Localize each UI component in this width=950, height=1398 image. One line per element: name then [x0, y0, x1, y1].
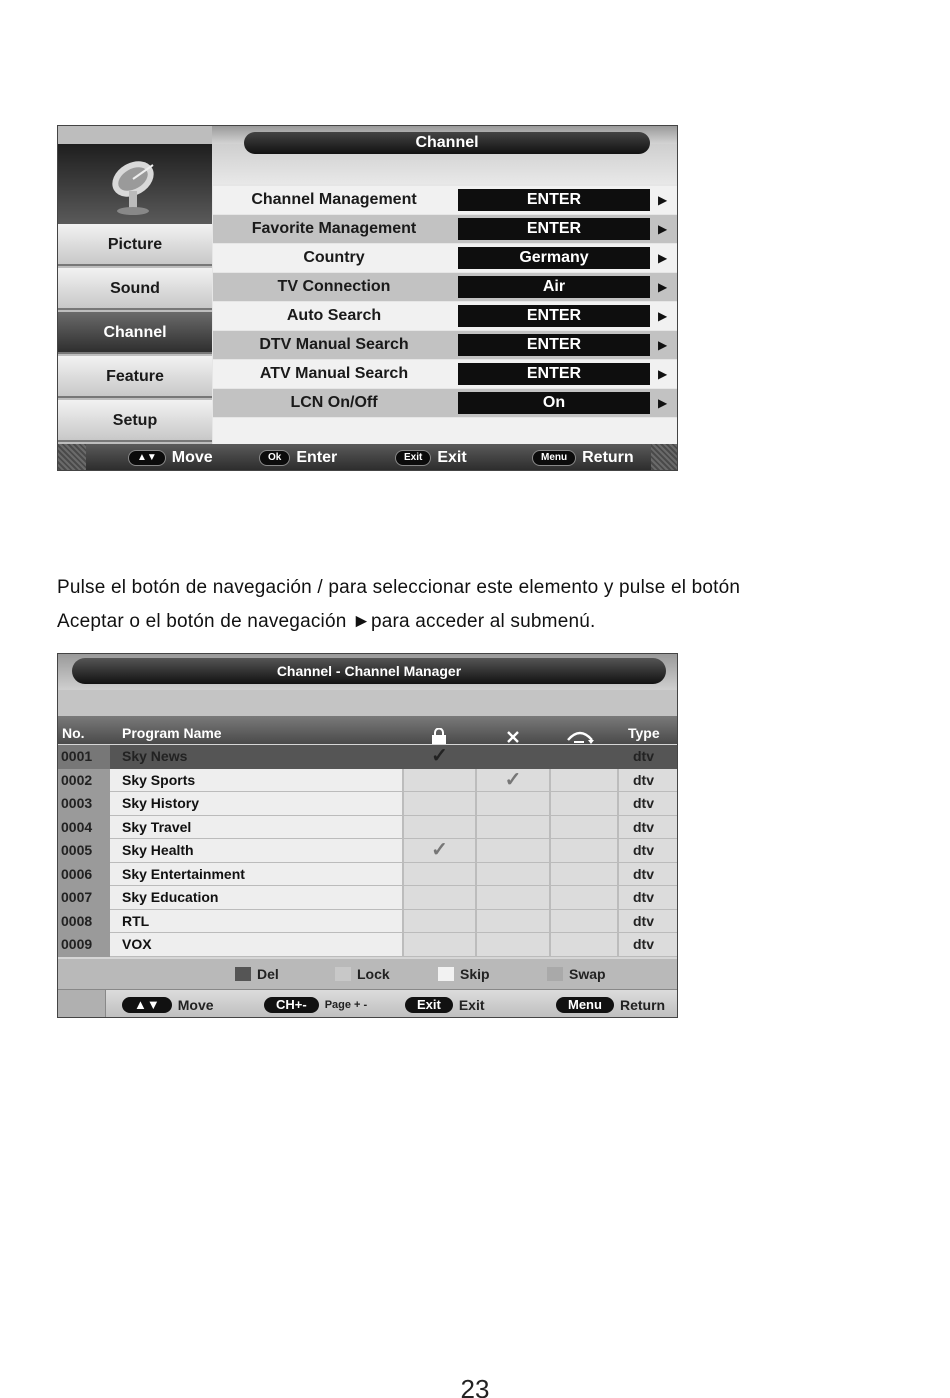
row-number: 0008 — [58, 910, 110, 934]
del-cell[interactable] — [475, 792, 549, 816]
color-legend — [58, 959, 678, 989]
col-header-type: Type — [628, 725, 660, 741]
legend-swatch — [235, 967, 251, 981]
menu-item-dtv-manual-search[interactable] — [213, 331, 678, 359]
lock-cell[interactable]: ✓ — [402, 745, 475, 769]
menu-item-value: ENTER — [458, 363, 650, 385]
hint-exit — [395, 444, 467, 471]
hint-bar-corner — [58, 444, 86, 471]
lock-cell[interactable] — [402, 910, 475, 934]
hint-label: Return — [582, 449, 634, 466]
swap-cell[interactable] — [549, 769, 617, 793]
program-name: Sky News — [110, 745, 402, 769]
sidebar-item-sound[interactable]: Sound — [58, 268, 212, 310]
hint-label: Move — [177, 997, 214, 1013]
hint-return — [556, 990, 665, 1018]
menu-title: Channel — [244, 132, 650, 154]
table-header — [58, 716, 678, 744]
page-number: 23 — [460, 1374, 490, 1398]
del-cell[interactable] — [475, 886, 549, 910]
arrow-right-icon: ▶ — [658, 251, 668, 265]
program-name: Sky Health — [110, 839, 402, 863]
del-cell[interactable] — [475, 910, 549, 934]
sidebar-item-setup[interactable]: Setup — [58, 400, 212, 442]
type-cell: dtv — [617, 769, 678, 793]
menu-item-value: Air — [458, 276, 650, 298]
row-number: 0007 — [58, 886, 110, 910]
swap-cell[interactable] — [549, 910, 617, 934]
menu-item-label: Country — [303, 249, 365, 266]
lock-cell[interactable] — [402, 863, 475, 887]
arrow-right-icon: ▶ — [658, 280, 668, 294]
exit-key-icon: Exit — [395, 450, 431, 466]
legend-swatch — [547, 967, 563, 981]
menu-item-label: ATV Manual Search — [259, 365, 409, 382]
table-row[interactable] — [58, 792, 678, 816]
hint-bar — [58, 989, 678, 1018]
instruction-line-2: Aceptar o el botón de navegación ►para acceder al submenú. — [57, 611, 596, 632]
program-name: RTL — [110, 910, 402, 934]
swap-cell[interactable] — [549, 816, 617, 840]
manager-title: Channel - Channel Manager — [72, 658, 666, 684]
menu-item-favorite-management[interactable] — [213, 215, 678, 243]
type-cell: dtv — [617, 863, 678, 887]
row-number: 0009 — [58, 933, 110, 957]
type-cell: dtv — [617, 745, 678, 769]
del-cell[interactable] — [475, 745, 549, 769]
sidebar-item-feature[interactable]: Feature — [58, 356, 212, 398]
hint-enter — [259, 444, 337, 471]
menu-item-value: ENTER — [458, 334, 650, 356]
table-row[interactable] — [58, 910, 678, 934]
swap-cell[interactable] — [549, 933, 617, 957]
type-cell: dtv — [617, 886, 678, 910]
menu-item-channel-management[interactable] — [213, 186, 678, 214]
hint-bar — [58, 444, 678, 471]
hint-label: Page + - — [324, 999, 368, 1011]
menu-key-icon: Menu — [556, 997, 614, 1013]
legend-label: Swap — [569, 966, 606, 982]
swap-cell[interactable] — [549, 792, 617, 816]
arrow-right-icon: ▶ — [658, 309, 668, 323]
row-number: 0004 — [58, 816, 110, 840]
arrow-right-icon: ▶ — [658, 338, 668, 352]
hint-page — [264, 990, 367, 1018]
col-header-name: Program Name — [122, 725, 222, 741]
table-row[interactable] — [58, 769, 678, 793]
updown-key-icon: ▲▼ — [122, 997, 172, 1013]
menu-item-lcn-onoff[interactable] — [213, 389, 678, 417]
hint-label: Enter — [296, 449, 338, 466]
lock-cell[interactable]: ✓ — [402, 839, 475, 863]
table-row[interactable] — [58, 745, 678, 769]
sidebar-item-channel[interactable]: Channel — [58, 312, 212, 354]
updown-key-icon: ▲▼ — [128, 450, 166, 466]
program-name: Sky Sports — [110, 769, 402, 793]
table-row[interactable] — [58, 839, 678, 863]
menu-item-value: Germany — [458, 247, 650, 269]
menu-item-label: TV Connection — [277, 278, 391, 295]
ch-key-icon: CH+- — [264, 997, 319, 1013]
program-name: Sky History — [110, 792, 402, 816]
swap-cell[interactable] — [549, 863, 617, 887]
legend-swatch — [438, 967, 454, 981]
hint-move — [128, 444, 213, 471]
swap-cell[interactable] — [549, 839, 617, 863]
menu-item-label: DTV Manual Search — [259, 336, 409, 353]
menu-item-label: Channel Management — [251, 191, 417, 208]
menu-empty-row — [213, 418, 678, 444]
exit-key-icon: Exit — [405, 997, 453, 1013]
channel-manager-screen — [57, 653, 678, 1018]
hint-label: Exit — [458, 997, 485, 1013]
menu-item-label: Favorite Management — [251, 220, 417, 237]
hint-move — [122, 990, 214, 1018]
title-gap — [58, 690, 678, 716]
program-name: Sky Entertainment — [110, 863, 402, 887]
type-cell: dtv — [617, 792, 678, 816]
swap-cell[interactable] — [549, 745, 617, 769]
table-row[interactable] — [58, 886, 678, 910]
table-row[interactable] — [58, 933, 678, 957]
arrow-right-icon: ▶ — [658, 222, 668, 236]
menu-item-label: LCN On/Off — [290, 394, 378, 411]
hint-label: Move — [171, 449, 213, 466]
table-row[interactable] — [58, 863, 678, 887]
lock-cell[interactable] — [402, 816, 475, 840]
menu-item-tv-connection[interactable] — [213, 273, 678, 301]
hint-label: Return — [619, 997, 666, 1013]
type-cell: dtv — [617, 839, 678, 863]
hint-label: Exit — [437, 449, 467, 466]
legend-swap — [547, 959, 606, 989]
row-number: 0002 — [58, 769, 110, 793]
hint-bar-corner — [651, 444, 678, 471]
arrow-right-icon: ▶ — [658, 396, 668, 410]
type-cell: dtv — [617, 816, 678, 840]
menu-key-icon: Menu — [532, 450, 576, 466]
del-cell[interactable] — [475, 933, 549, 957]
lock-cell[interactable] — [402, 886, 475, 910]
ok-key-icon: Ok — [259, 450, 290, 466]
legend-lock — [335, 959, 390, 989]
menu-item-value: ENTER — [458, 189, 650, 211]
table-row[interactable] — [58, 816, 678, 840]
swap-cell[interactable] — [549, 886, 617, 910]
satellite-dish-icon — [58, 144, 212, 224]
hint-bar-corner — [58, 990, 106, 1018]
arrow-right-icon: ▶ — [658, 367, 668, 381]
menu-item-country[interactable] — [213, 244, 678, 272]
channel-menu-screen — [57, 125, 678, 471]
type-cell: dtv — [617, 910, 678, 934]
col-header-no: No. — [62, 725, 85, 741]
del-cell[interactable] — [475, 839, 549, 863]
menu-item-value: ENTER — [458, 218, 650, 240]
legend-swatch — [335, 967, 351, 981]
lock-cell[interactable] — [402, 933, 475, 957]
row-number: 0005 — [58, 839, 110, 863]
del-cell[interactable]: ✓ — [475, 769, 549, 793]
row-number: 0006 — [58, 863, 110, 887]
legend-del — [235, 959, 279, 989]
hint-exit — [405, 990, 485, 1018]
instruction-line-1: Pulse el botón de navegación / para seleccionar este elemento y pulse el botón — [57, 577, 741, 598]
type-cell: dtv — [617, 933, 678, 957]
del-cell[interactable] — [475, 816, 549, 840]
program-name: Sky Education — [110, 886, 402, 910]
menu-item-label: Auto Search — [286, 307, 382, 324]
row-number: 0001 — [58, 745, 110, 769]
legend-label: Lock — [357, 966, 390, 982]
menu-item-value: On — [458, 392, 650, 414]
del-cell[interactable] — [475, 863, 549, 887]
program-name: Sky Travel — [110, 816, 402, 840]
menu-item-atv-manual-search[interactable] — [213, 360, 678, 388]
arrow-right-icon: ▶ — [658, 193, 668, 207]
legend-label: Skip — [460, 966, 490, 982]
lock-cell[interactable] — [402, 769, 475, 793]
lock-cell[interactable] — [402, 792, 475, 816]
row-number: 0003 — [58, 792, 110, 816]
legend-label: Del — [257, 966, 279, 982]
sidebar-item-picture[interactable]: Picture — [58, 224, 212, 266]
menu-item-value: ENTER — [458, 305, 650, 327]
menu-item-auto-search[interactable] — [213, 302, 678, 330]
hint-return — [532, 444, 634, 471]
legend-skip — [438, 959, 490, 989]
program-name: VOX — [110, 933, 402, 957]
